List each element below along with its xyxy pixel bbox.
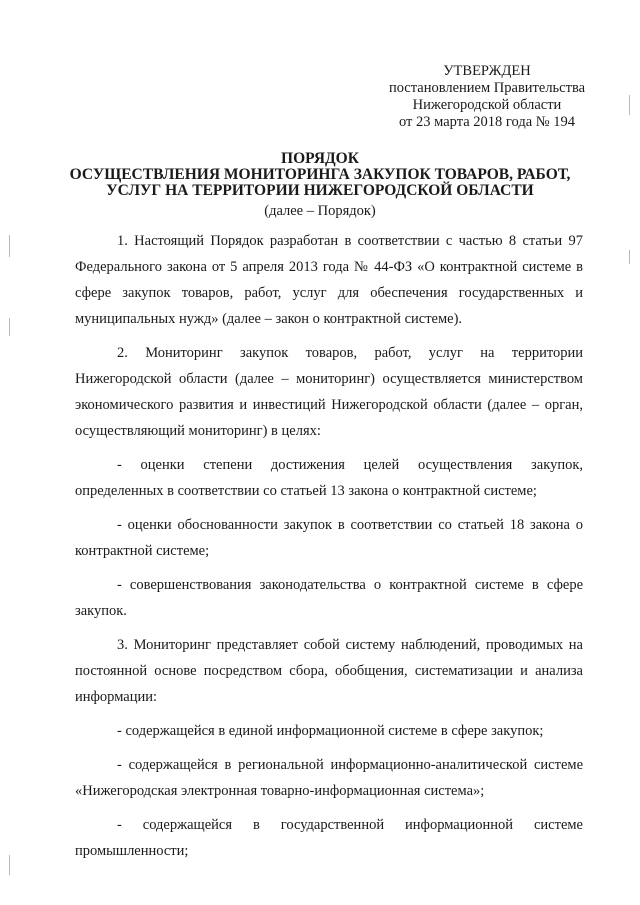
list-item: - оценки степени достижения целей осуществления закупок, определенных в соответствии со статьей 13 закона о контрактной системе; <box>75 457 583 499</box>
document-body <box>75 228 583 872</box>
paragraph-1: 1. Настоящий Порядок разработан в соответствии с частью 8 статьи 97 Федерального закона от 5 апреля 2013 года № 44-ФЗ «О контрактной системе в сфере закупок товаров, работ, услуг для обеспечения государственных и муниципальных нужд» (далее – закон о контрактной системе). <box>75 233 583 327</box>
approval-date: от 23 марта 2018 года № 194 <box>399 114 575 130</box>
title-line-1: ПОРЯДОК <box>281 150 359 167</box>
title-line-2: ОСУЩЕСТВЛЕНИЯ МОНИТОРИНГА ЗАКУПОК ТОВАРОВ, РАБОТ, <box>69 166 571 183</box>
paragraph-2: 2. Мониторинг закупок товаров, работ, услуг на территории Нижегородской области (далее – мониторинг) осуществляется министерством экономического развития и инвестиций Нижегородской области (далее – орган, осуществляющий мониторинг) в целях: <box>75 345 583 439</box>
approval-heading: УТВЕРЖДЕН <box>443 63 531 79</box>
title-line-3: УСЛУГ НА ТЕРРИТОРИИ НИЖЕГОРОДСКОЙ ОБЛАСТИ <box>106 182 534 199</box>
document-title <box>60 151 580 199</box>
approval-stamp <box>372 63 602 131</box>
list-item: - содержащейся в региональной информационно-аналитической системе «Нижегородская электронная товарно-информационная система»; <box>75 757 583 799</box>
scan-margin-mark <box>9 235 10 257</box>
list-item: - оценки обоснованности закупок в соответствии со статьей 18 закона о контрактной системе; <box>75 517 583 559</box>
approval-resolution: постановлением Правительства <box>388 80 586 96</box>
scan-margin-mark <box>629 250 630 264</box>
paragraph-3: 3. Мониторинг представляет собой систему наблюдений, проводимых на постоянной основе посредством сбора, обобщения, систематизации и анализа информации: <box>75 637 583 705</box>
document-subtitle: (далее – Порядок) <box>264 203 376 219</box>
scan-margin-mark <box>9 318 10 336</box>
list-item: - содержащейся в единой информационной системе в сфере закупок; <box>117 723 544 739</box>
list-item: - совершенствования законодательства о контрактной системе в сфере закупок. <box>75 577 583 619</box>
scan-margin-mark <box>629 95 630 115</box>
scan-margin-mark <box>9 855 10 875</box>
approval-region: Нижегородской области <box>412 97 562 113</box>
list-item: - содержащейся в государственной информационной системе промышленности; <box>75 817 583 859</box>
